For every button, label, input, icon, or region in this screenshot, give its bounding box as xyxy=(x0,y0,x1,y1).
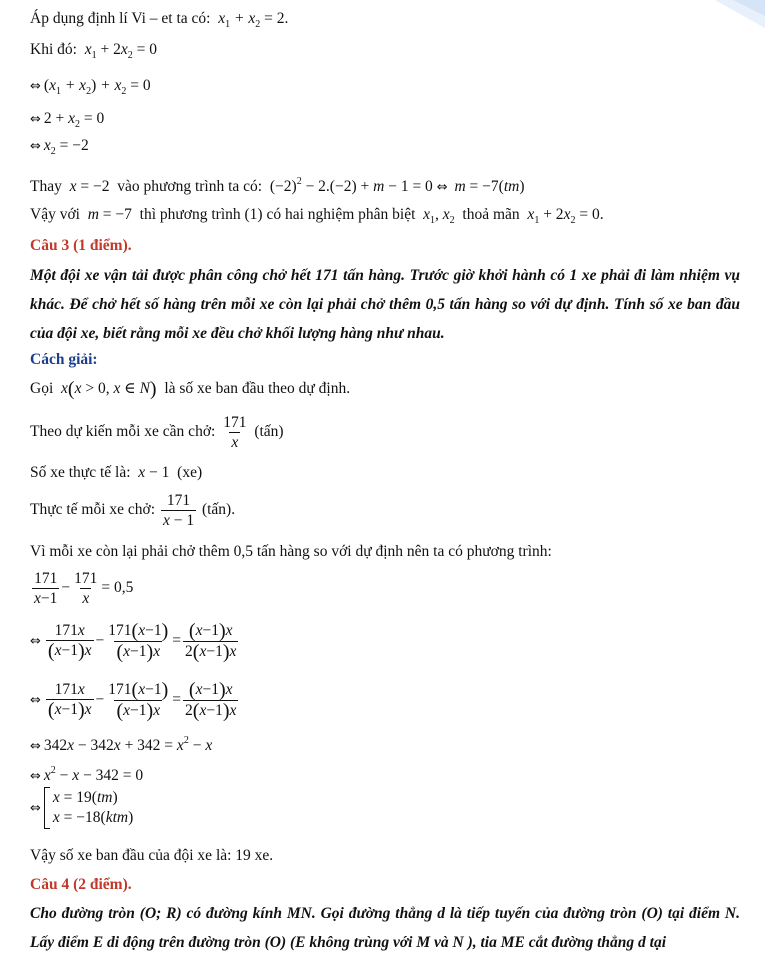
equation-transform-2: ⇔ $\frac{171x}{(x-1)x}$ − $\frac{171(x-1)}{(x-1)x}$ = $\frac{(x-1)x}{2(x-1)x}$ xyxy=(30,678,237,722)
substitution-line: Thay x = −2 vào phương trình ta có: $(-2)^2 - 2.(-2) + m - 1 = 0$ ⇔ m = −7(tm) xyxy=(30,176,525,195)
corner-decoration xyxy=(695,0,765,30)
final-answer: Vậy số xe ban đầu của đội xe là: 19 xe. xyxy=(30,847,274,864)
solutions-system: ⇔ x = 19(tm) x = −18(ktm) xyxy=(30,786,133,831)
equation-expanded: ⇔ $342x - 342x + 342 = x^2 - x$ xyxy=(30,735,213,754)
actual-load-line: Thực tế mỗi xe chở: $\frac{171}{x - 1}$ (tấn). xyxy=(30,491,236,529)
condition-line: Khi đó: $x_1 + 2x_2 = 0$ xyxy=(30,41,157,61)
equation-intro: Vì mỗi xe còn lại phải chở thêm 0,5 tấn hàng so với dự định nên ta có phương trình: xyxy=(30,543,552,560)
vieta-line: Áp dụng định lí Vi – et ta có: $x_1 + x_2 = 2$. xyxy=(30,10,289,30)
question-4-heading: Câu 4 (2 điểm). xyxy=(30,876,132,893)
equation-step-1: ⇔ $(x_1 + x_2) + x_2 = 0$ xyxy=(30,77,151,97)
question-4-problem: Cho đường tròn (O; R) có đường kính MN. Gọi đường thẳng d là tiếp tuyến của đường tròn (O) tại điểm N. Lấy điểm E di động trên đường tròn (O) (E không trùng với M và N ), tia ME cắt đường thẳng d tại xyxy=(30,905,740,951)
conclusion-line: Vậy với m = −7 thì phương trình (1) có hai nghiệm phân biệt $x_1$, $x_2$ thoả mãn $x_1 + 2x_2 = 0$. xyxy=(30,206,604,226)
equation-transform-1: ⇔ $\frac{171x}{(x-1)x}$ − $\frac{171(x-1)}{(x-1)x}$ = $\frac{(x-1)x}{2(x-1)x}$ xyxy=(30,619,237,663)
solution-heading: Cách giải: xyxy=(30,351,98,368)
variable-definition: Gọi x(x > 0, x ∈ N) là số xe ban đầu theo dự định. xyxy=(30,378,351,400)
question-3-problem: Một đội xe vận tải được phân công chở hết 171 tấn hàng. Trước giờ khởi hành có 1 xe phải đi làm nhiệm vụ khác. Để chở hết số hàng trên mỗi xe còn lại phải chở thêm 0,5 tấn hàng so với dự định. Tính số xe ban đầu của đội xe, biết rằng mỗi xe đều chở khối lượng hàng như nhau. xyxy=(30,267,740,342)
question-3-heading: Câu 3 (1 điểm). xyxy=(30,237,132,254)
planned-load-line: Theo dự kiến mỗi xe cần chở: $\frac{171}{x}$ (tấn) xyxy=(30,413,284,451)
equation-step-3: ⇔ $x_2 = -2$ xyxy=(30,137,89,157)
main-equation: $\frac{171}{x-1}$ − $\frac{171}{x}$ = 0,5 xyxy=(34,569,134,607)
equation-step-2: ⇔ $2 + x_2 = 0$ xyxy=(30,110,105,130)
quadratic-equation: ⇔ $x^2 - x - 342 = 0$ xyxy=(30,765,144,784)
actual-trucks-line: Số xe thực tế là: x − 1 (xe) xyxy=(30,464,203,481)
